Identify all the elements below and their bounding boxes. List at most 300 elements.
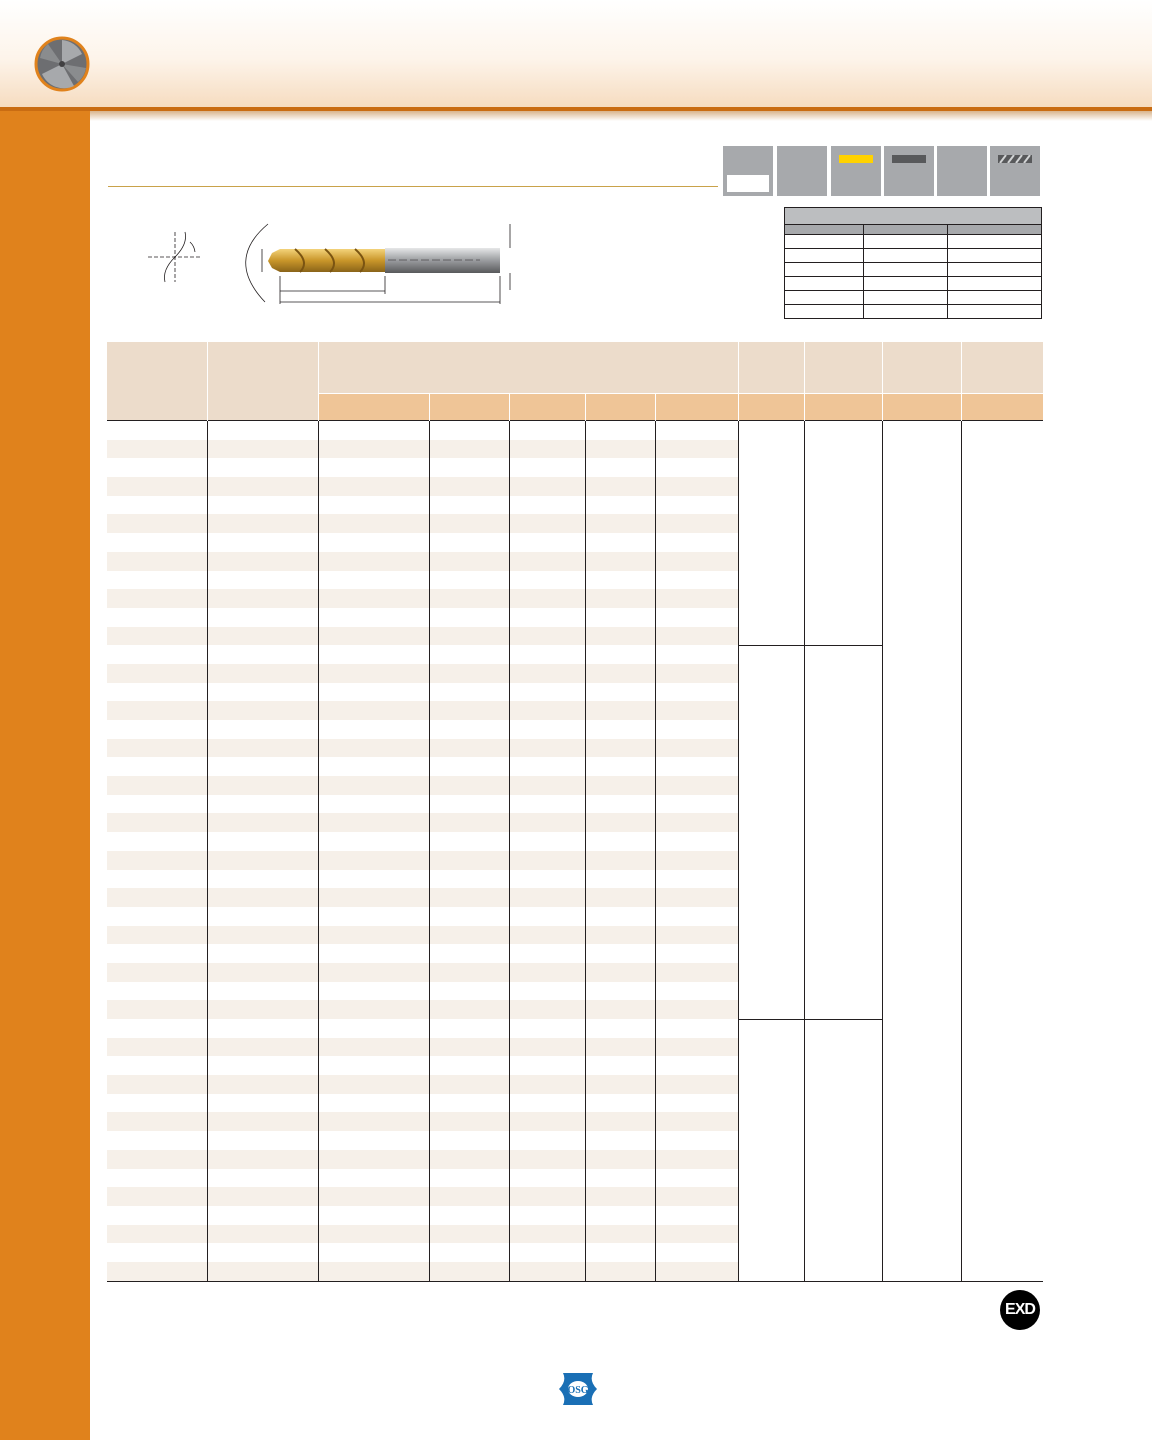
table-cell — [208, 963, 319, 982]
table-cell — [319, 1000, 430, 1019]
product-table — [106, 342, 1043, 1282]
table-cell — [430, 832, 510, 851]
table-cell — [510, 440, 586, 459]
table-cell — [430, 1243, 510, 1262]
table-cell — [586, 982, 656, 1001]
table-cell — [510, 683, 586, 702]
subheader-4 — [430, 394, 510, 421]
table-cell — [510, 458, 586, 477]
table-cell — [656, 1131, 739, 1150]
table-cell — [208, 608, 319, 627]
table-cell — [319, 813, 430, 832]
table-cell — [656, 571, 739, 590]
table-cell — [208, 720, 319, 739]
table-cell — [208, 739, 319, 758]
table-cell — [586, 514, 656, 533]
table-cell — [107, 1094, 208, 1113]
table-cell — [510, 552, 586, 571]
table-cell — [107, 757, 208, 776]
table-cell — [586, 926, 656, 945]
tolerance-cell — [948, 277, 1042, 291]
table-cell — [430, 1075, 510, 1094]
table-cell — [510, 926, 586, 945]
table-cell — [107, 608, 208, 627]
table-cell — [656, 1075, 739, 1094]
table-cell — [656, 1038, 739, 1057]
table-cell — [510, 477, 586, 496]
table-cell — [510, 1075, 586, 1094]
subheader-3 — [319, 394, 430, 421]
table-cell — [208, 440, 319, 459]
group-cell — [805, 645, 883, 1019]
table-cell — [319, 477, 430, 496]
table-cell — [586, 832, 656, 851]
table-cell — [319, 926, 430, 945]
group-cell — [739, 645, 805, 1019]
table-cell — [510, 1000, 586, 1019]
table-cell — [107, 1225, 208, 1244]
table-cell — [208, 1169, 319, 1188]
table-cell — [586, 571, 656, 590]
subheader-7 — [656, 394, 739, 421]
table-cell — [208, 888, 319, 907]
table-cell — [319, 627, 430, 646]
table-cell — [208, 776, 319, 795]
table-cell — [656, 1019, 739, 1038]
table-cell — [107, 571, 208, 590]
table-cell — [430, 776, 510, 795]
table-cell — [319, 1056, 430, 1075]
table-cell — [586, 795, 656, 814]
table-cell — [430, 683, 510, 702]
tolerance-row — [785, 263, 1042, 277]
table-cell — [656, 1262, 739, 1281]
table-cell — [586, 608, 656, 627]
table-cell — [208, 589, 319, 608]
tolerance-cell — [864, 249, 948, 263]
table-cell — [107, 963, 208, 982]
table-cell — [107, 795, 208, 814]
tolerance-cell — [864, 305, 948, 319]
table-cell — [656, 1056, 739, 1075]
table-cell — [586, 1131, 656, 1150]
tolerance-cell — [864, 291, 948, 305]
table-cell — [208, 1038, 319, 1057]
header-shadow — [0, 111, 1152, 121]
table-cell — [430, 496, 510, 515]
table-cell — [208, 1075, 319, 1094]
table-cell — [319, 907, 430, 926]
tolerance-col-1 — [785, 225, 864, 235]
table-cell — [586, 1094, 656, 1113]
table-cell — [107, 1206, 208, 1225]
table-cell — [656, 477, 739, 496]
table-cell — [586, 851, 656, 870]
table-cell — [656, 1094, 739, 1113]
osg-logo — [555, 1369, 601, 1409]
tolerance-table — [784, 207, 1042, 319]
tolerance-cell — [948, 249, 1042, 263]
table-cell — [586, 907, 656, 926]
table-cell — [107, 832, 208, 851]
table-cell — [430, 664, 510, 683]
table-cell — [430, 944, 510, 963]
table-cell — [107, 1112, 208, 1131]
table-cell — [107, 944, 208, 963]
table-cell — [656, 982, 739, 1001]
table-cell — [107, 1038, 208, 1057]
table-cell — [586, 888, 656, 907]
table-cell — [208, 795, 319, 814]
table-cell — [430, 870, 510, 889]
table-cell — [510, 963, 586, 982]
table-cell — [586, 1169, 656, 1188]
tolerance-row — [785, 249, 1042, 263]
table-cell — [656, 458, 739, 477]
table-cell — [656, 664, 739, 683]
table-cell — [656, 926, 739, 945]
table-cell — [319, 1169, 430, 1188]
table-cell — [208, 1094, 319, 1113]
hatched-bar-icon — [998, 155, 1032, 163]
tolerance-cell — [785, 291, 864, 305]
table-cell — [656, 627, 739, 646]
header-col-11 — [962, 342, 1043, 394]
table-cell — [107, 1075, 208, 1094]
coating-tile-3 — [831, 146, 881, 196]
table-cell — [586, 1225, 656, 1244]
table-cell — [510, 1206, 586, 1225]
table-cell — [656, 720, 739, 739]
table-cell — [319, 888, 430, 907]
table-cell — [586, 552, 656, 571]
table-cell — [656, 851, 739, 870]
table-cell — [430, 533, 510, 552]
dark-bar-icon — [892, 155, 926, 163]
table-cell — [510, 739, 586, 758]
table-cell — [107, 888, 208, 907]
table-cell — [208, 1131, 319, 1150]
table-cell — [319, 1131, 430, 1150]
table-cell — [430, 440, 510, 459]
table-cell — [586, 1000, 656, 1019]
table-cell — [319, 1187, 430, 1206]
table-cell — [586, 1019, 656, 1038]
table-cell — [510, 627, 586, 646]
tile-inset — [727, 175, 769, 192]
table-cell — [107, 982, 208, 1001]
table-cell — [319, 720, 430, 739]
table-cell — [510, 720, 586, 739]
table-cell — [107, 1056, 208, 1075]
table-cell — [586, 496, 656, 515]
table-cell — [586, 701, 656, 720]
table-cell — [656, 944, 739, 963]
table-cell — [510, 832, 586, 851]
table-cell — [319, 739, 430, 758]
table-cell — [319, 440, 430, 459]
tolerance-cell — [948, 305, 1042, 319]
table-cell — [208, 1019, 319, 1038]
table-cell — [208, 982, 319, 1001]
table-cell — [107, 926, 208, 945]
table-cell — [656, 888, 739, 907]
table-cell — [656, 421, 739, 440]
table-cell — [208, 552, 319, 571]
table-cell — [208, 496, 319, 515]
table-cell — [430, 795, 510, 814]
table-cell — [208, 683, 319, 702]
table-cell — [586, 776, 656, 795]
table-cell — [586, 1038, 656, 1057]
table-cell — [510, 514, 586, 533]
table-cell — [586, 645, 656, 664]
table-cell — [208, 664, 319, 683]
exd-badge: EXD — [1000, 1290, 1040, 1330]
table-cell — [430, 757, 510, 776]
table-cell — [586, 458, 656, 477]
table-cell — [656, 608, 739, 627]
table-cell — [430, 1225, 510, 1244]
tolerance-row — [785, 305, 1042, 319]
coating-tile-2 — [777, 146, 827, 196]
table-cell — [510, 1243, 586, 1262]
table-cell — [319, 795, 430, 814]
table-cell — [107, 1150, 208, 1169]
table-cell — [430, 608, 510, 627]
table-cell — [430, 982, 510, 1001]
table-cell — [319, 683, 430, 702]
spanning-cell — [883, 421, 962, 1282]
table-cell — [430, 1206, 510, 1225]
table-cell — [510, 421, 586, 440]
table-cell — [656, 795, 739, 814]
table-cell — [586, 870, 656, 889]
table-cell — [107, 701, 208, 720]
table-cell — [319, 776, 430, 795]
table-cell — [430, 907, 510, 926]
svg-text:OSG: OSG — [567, 1385, 589, 1396]
table-cell — [107, 458, 208, 477]
table-cell — [107, 533, 208, 552]
table-cell — [208, 1056, 319, 1075]
table-cell — [586, 944, 656, 963]
table-cell — [107, 683, 208, 702]
group-cell — [805, 1019, 883, 1281]
table-cell — [319, 664, 430, 683]
table-cell — [319, 851, 430, 870]
drill-tip-icon — [34, 36, 90, 92]
table-cell — [656, 870, 739, 889]
table-cell — [319, 533, 430, 552]
table-cell — [510, 870, 586, 889]
table-cell — [319, 1112, 430, 1131]
table-cell — [107, 1169, 208, 1188]
table-cell — [510, 1038, 586, 1057]
table-cell — [107, 870, 208, 889]
table-cell — [510, 1262, 586, 1281]
table-cell — [208, 1262, 319, 1281]
table-cell — [107, 477, 208, 496]
table-cell — [430, 926, 510, 945]
table-cell — [510, 701, 586, 720]
table-cell — [586, 720, 656, 739]
table-cell — [430, 1131, 510, 1150]
table-cell — [586, 1150, 656, 1169]
table-cell — [430, 739, 510, 758]
table-cell — [656, 701, 739, 720]
header-col-9 — [805, 342, 883, 394]
tolerance-row — [785, 291, 1042, 305]
table-cell — [510, 571, 586, 590]
table-cell — [208, 832, 319, 851]
table-cell — [656, 683, 739, 702]
header-col-8 — [739, 342, 805, 394]
title-underline — [108, 186, 718, 187]
table-cell — [510, 795, 586, 814]
table-cell — [319, 1225, 430, 1244]
table-cell — [107, 1262, 208, 1281]
table-cell — [586, 757, 656, 776]
table-cell — [656, 1225, 739, 1244]
table-cell — [510, 776, 586, 795]
header-col-2 — [208, 342, 319, 421]
table-cell — [430, 1056, 510, 1075]
table-cell — [107, 552, 208, 571]
table-cell — [319, 514, 430, 533]
table-cell — [510, 608, 586, 627]
table-cell — [430, 458, 510, 477]
table-cell — [586, 1243, 656, 1262]
table-cell — [430, 1150, 510, 1169]
table-cell — [430, 477, 510, 496]
table-cell — [586, 1187, 656, 1206]
table-cell — [319, 1206, 430, 1225]
table-cell — [107, 1000, 208, 1019]
table-cell — [319, 1094, 430, 1113]
table-cell — [656, 514, 739, 533]
table-cell — [656, 963, 739, 982]
table-cell — [656, 496, 739, 515]
table-cell — [107, 627, 208, 646]
table-cell — [656, 1206, 739, 1225]
table-cell — [510, 1019, 586, 1038]
table-cell — [586, 683, 656, 702]
table-cell — [319, 963, 430, 982]
table-cell — [656, 832, 739, 851]
table-cell — [319, 832, 430, 851]
table-cell — [319, 757, 430, 776]
table-cell — [208, 1000, 319, 1019]
table-cell — [656, 552, 739, 571]
tolerance-cell — [785, 263, 864, 277]
table-cell — [319, 1019, 430, 1038]
table-cell — [656, 1243, 739, 1262]
table-cell — [586, 627, 656, 646]
tolerance-cell — [785, 277, 864, 291]
table-cell — [319, 1243, 430, 1262]
tolerance-cell — [948, 235, 1042, 249]
table-cell — [656, 1000, 739, 1019]
tolerance-row — [785, 277, 1042, 291]
table-cell — [430, 571, 510, 590]
table-cell — [208, 1225, 319, 1244]
table-cell — [510, 1225, 586, 1244]
table-cell — [510, 888, 586, 907]
table-cell — [586, 963, 656, 982]
table-cell — [656, 533, 739, 552]
table-cell — [430, 589, 510, 608]
tolerance-cell — [864, 277, 948, 291]
table-cell — [586, 1262, 656, 1281]
table-cell — [586, 421, 656, 440]
table-cell — [510, 589, 586, 608]
table-cell — [107, 1019, 208, 1038]
table-cell — [586, 1206, 656, 1225]
table-cell — [430, 645, 510, 664]
table-cell — [208, 421, 319, 440]
table-cell — [319, 870, 430, 889]
table-cell — [208, 477, 319, 496]
table-cell — [208, 1206, 319, 1225]
subheader-9 — [805, 394, 883, 421]
table-cell — [208, 1150, 319, 1169]
table-cell — [208, 870, 319, 889]
table-cell — [208, 645, 319, 664]
table-cell — [208, 1243, 319, 1262]
table-cell — [510, 944, 586, 963]
table-cell — [107, 776, 208, 795]
table-cell — [510, 907, 586, 926]
subheader-6 — [586, 394, 656, 421]
table-cell — [510, 851, 586, 870]
group-cell — [739, 421, 805, 646]
subheader-8 — [739, 394, 805, 421]
table-cell — [430, 1019, 510, 1038]
table-cell — [510, 813, 586, 832]
table-cell — [107, 421, 208, 440]
table-cell — [430, 1169, 510, 1188]
table-cell — [510, 757, 586, 776]
tolerance-table-title — [785, 208, 1042, 225]
table-cell — [430, 1187, 510, 1206]
side-color-bar — [0, 111, 90, 1440]
table-cell — [319, 571, 430, 590]
table-cell — [586, 1112, 656, 1131]
table-cell — [319, 1262, 430, 1281]
table-cell — [208, 627, 319, 646]
table-cell — [656, 907, 739, 926]
table-cell — [107, 496, 208, 515]
coating-tile-6 — [990, 146, 1040, 196]
subheader-10 — [883, 394, 962, 421]
table-cell — [430, 720, 510, 739]
table-cell — [656, 757, 739, 776]
table-cell — [510, 1187, 586, 1206]
header-col-1 — [107, 342, 208, 421]
table-cell — [107, 720, 208, 739]
table-cell — [586, 440, 656, 459]
table-cell — [510, 982, 586, 1001]
table-cell — [430, 1000, 510, 1019]
drill-drawing — [140, 212, 520, 312]
table-cell — [208, 1187, 319, 1206]
table-cell — [430, 851, 510, 870]
table-cell — [107, 1243, 208, 1262]
table-cell — [430, 421, 510, 440]
table-cell — [319, 496, 430, 515]
subheader-11 — [962, 394, 1043, 421]
